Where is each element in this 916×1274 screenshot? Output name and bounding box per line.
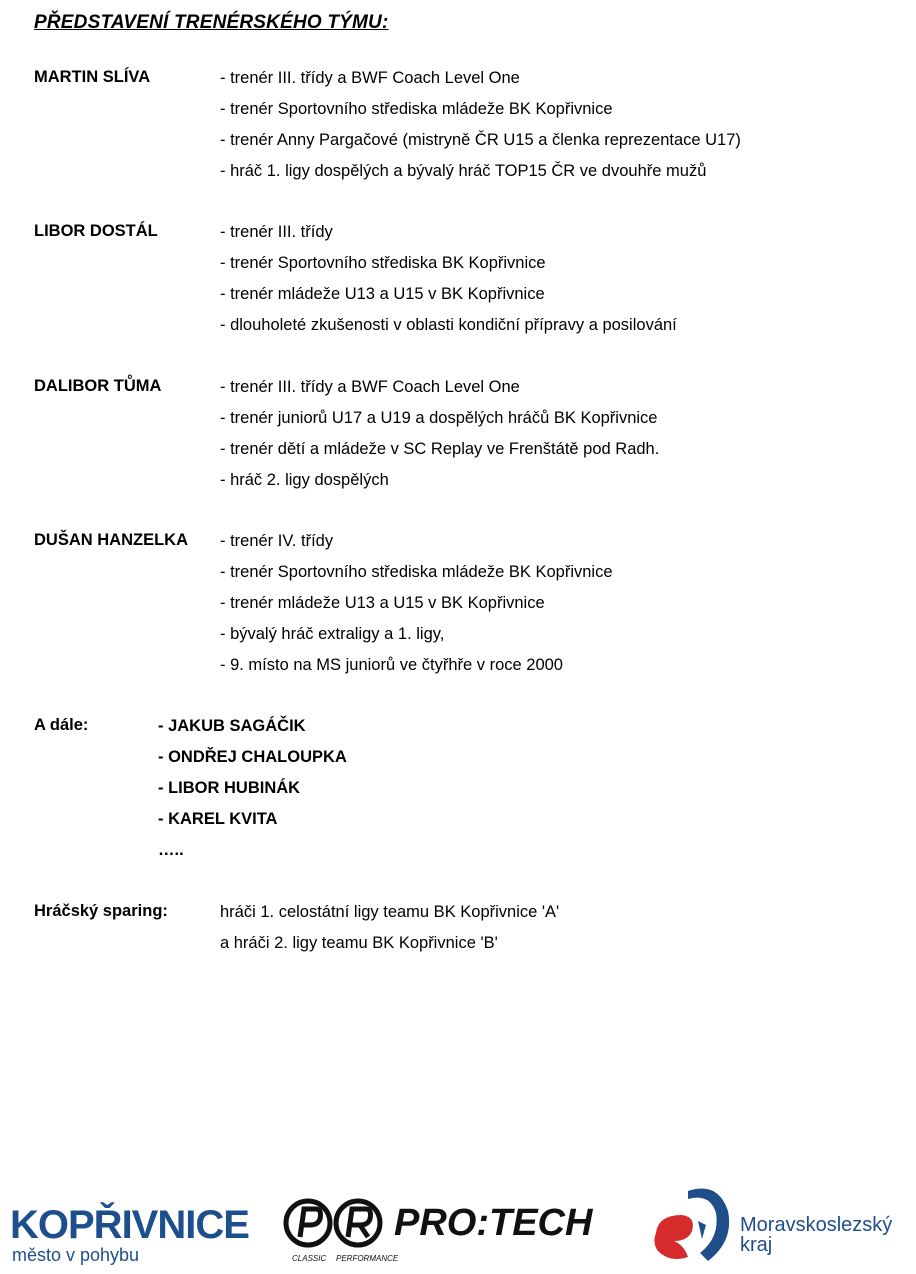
protech-wordmark: PRO:TECH [394,1202,593,1244]
detail-line: - 9. místo na MS juniorů ve čtyřhře v roce 2000 [220,656,563,674]
sparring-label: Hráčský sparing: [34,902,168,920]
detail-line: hráči 1. celostátní ligy teamu BK Kopřivnice 'A' [220,903,560,921]
detail-line: - trenér dětí a mládeže v SC Replay ve Frenštátě pod Radh. [220,440,660,458]
msk-wordmark [740,1215,892,1255]
detail-line: - trenér III. třídy a BWF Coach Level One [220,69,520,87]
detail-line: - trenér Anny Pargačové (mistryně ČR U15 a členka reprezentace U17) [220,131,741,149]
detail-line: - hráč 2. ligy dospělých [220,471,389,489]
list-item: - KAREL KVITA [158,810,278,828]
detail-line: - trenér Sportovního střediska mládeže BK Kopřivnice [220,100,613,118]
protech-logo [282,1189,622,1269]
koprivnice-logo [10,1205,249,1265]
list-item: - LIBOR HUBINÁK [158,779,301,797]
sponsor-logos [0,1175,916,1274]
msk-logo [648,1181,908,1271]
protech-performance-icon [336,1201,380,1245]
detail-line: - trenér III. třídy [220,223,333,241]
detail-line: - trenér IV. třídy [220,532,334,550]
coach-name: DUŠAN HANZELKA [34,531,188,549]
detail-line: - trenér Sportovního střediska mládeže BK Kopřivnice [220,563,613,581]
coach-name: LIBOR DOSTÁL [34,222,158,240]
detail-line: - trenér mládeže U13 a U15 v BK Kopřivnice [220,594,545,612]
list-item: ….. [158,841,184,859]
list-item: - JAKUB SAGÁČIK [158,717,306,735]
koprivnice-slogan: město v pohybu [12,1245,140,1265]
protech-classic-label: CLASSIC [292,1254,327,1263]
detail-line: a hráči 2. ligy teamu BK Kopřivnice 'B' [220,934,498,952]
list-item: - ONDŘEJ CHALOUPKA [158,748,347,766]
detail-line: - trenér III. třídy a BWF Coach Level One [220,378,520,396]
coach-name: DALIBOR TŮMA [34,377,162,395]
coach-details [220,68,741,192]
coach-name: MARTIN SLÍVA [34,68,151,86]
detail-line: - dlouholeté zkušenosti v oblasti kondiční přípravy a posilování [220,316,677,334]
additional-label: A dále: [34,716,89,734]
koprivnice-wordmark: KOPŘIVNICE [10,1203,249,1247]
detail-line: - bývalý hráč extraligy a 1. ligy, [220,625,445,643]
coach-details [220,222,677,346]
msk-line1: Moravskoslezský [740,1214,893,1236]
msk-line2: kraj [740,1234,773,1256]
protech-classic-icon [286,1201,330,1245]
coach-details [220,531,613,686]
detail-line: - hráč 1. ligy dospělých a bývalý hráč TOP15 ČR ve dvouhře mužů [220,162,707,180]
sparring-details [220,902,559,964]
msk-emblem-icon [648,1181,738,1271]
additional-list [158,716,347,871]
detail-line: - trenér Sportovního střediska BK Kopřivnice [220,254,546,272]
detail-line: - trenér mládeže U13 a U15 v BK Kopřivnice [220,285,545,303]
protech-performance-label: PERFORMANCE [336,1254,399,1263]
detail-line: - trenér juniorů U17 a U19 a dospělých hráčů BK Kopřivnice [220,409,658,427]
page-title: PŘEDSTAVENÍ TRENÉRSKÉHO TÝMU: [34,12,389,33]
coach-details [220,377,659,501]
